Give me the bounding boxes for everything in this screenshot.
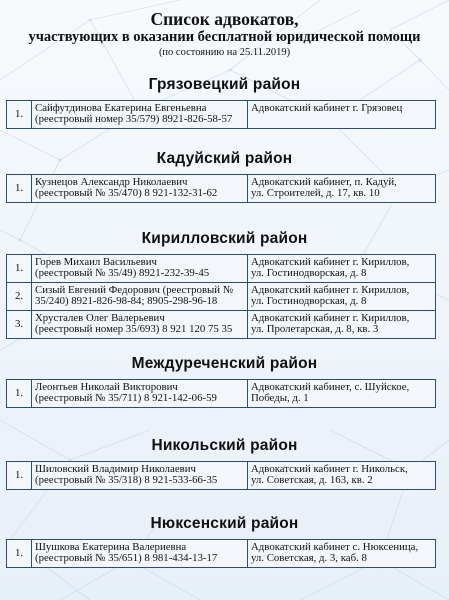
lawyer-name: Леонтьев Николай Викторович [35,381,178,393]
row-number: 1. [7,380,32,408]
lawyer-registry-phone: (реестровый номер 35/693) 8 921 120 75 35 [35,323,233,335]
lawyer-name: Сайфутдинова Екатерина Евгеньевна [35,102,207,114]
office-name: Адвокатский кабинет г. Кириллов, [251,284,410,296]
table-row [7,311,436,339]
office-address: ул. Гостинодворская, д. 8 [251,267,367,279]
lawyer-registry-phone: (реестровый № 35/318) 8 921-533-66-35 [35,474,218,486]
lawyers-table [6,254,436,339]
district-heading: Нюксенский район [150,515,299,532]
lawyer-registry-phone: (реестровый № 35/470) 8 921-132-31-62 [35,187,218,199]
row-number: 1. [7,540,32,568]
date-note: (по состоянию на 25.11.2019) [158,47,291,58]
lawyers-table [6,461,436,490]
office-cell [248,311,436,339]
lawyers-table [6,379,436,408]
office-address: ул. Советская, д. 163, кв. 2 [251,474,373,486]
office-cell [248,540,436,568]
lawyer-name: Шиловский Владимир Николаевич [35,463,196,475]
table-row [7,540,436,568]
lawyer-cell [32,255,248,283]
office-cell [248,462,436,490]
office-address: ул. Советская, д. 3, каб. 8 [251,552,367,564]
lawyers-table [6,539,436,568]
row-number: 1. [7,462,32,490]
office-name: Адвокатский кабинет, п. Кадуй, [251,176,397,188]
office-name: Адвокатский кабинет г. Кириллов, [251,312,410,324]
lawyer-cell [32,175,248,203]
document-subtitle: участвующих в оказании бесплатной юридической помощи [28,29,421,45]
district-heading: Междуреченский район [131,355,318,372]
lawyer-cell [32,311,248,339]
lawyers-table [6,174,436,203]
lawyer-name: Горев Михаил Васильевич [35,256,157,268]
office-cell [248,255,436,283]
table-row [7,255,436,283]
row-number: 2. [7,283,32,311]
office-name: Адвокатский кабинет г. Кириллов, [251,256,410,268]
row-number: 1. [7,101,32,129]
lawyers-table [6,100,436,129]
row-number: 3. [7,311,32,339]
table-row [7,462,436,490]
district-heading: Кирилловский район [141,230,308,247]
row-number: 1. [7,175,32,203]
lawyer-cell [32,380,248,408]
district-heading: Грязовецкий район [148,76,301,93]
table-row [7,283,436,311]
lawyer-registry-phone: (реестровый номер 35/579) 8921-826-58-57 [35,113,233,125]
office-cell [248,101,436,129]
lawyer-name: Кузнецов Александр Николаевич [35,176,188,188]
office-name: Адвокатский кабинет, с. Шуйское, [251,381,410,393]
district-heading: Никольский район [151,437,298,454]
office-address: Победы, д. 1 [251,392,309,404]
lawyer-cell [32,462,248,490]
table-row [7,380,436,408]
table-row [7,101,436,129]
row-number: 1. [7,255,32,283]
office-address: ул. Строителей, д. 17, кв. 10 [251,187,380,199]
lawyer-name: Сизый Евгений Федорович (реестровый № [35,284,234,296]
table-row [7,175,436,203]
lawyer-name: Хрусталев Олег Валерьевич [35,312,165,324]
lawyer-registry-phone: 35/240) 8921-826-98-84; 8905-298-96-18 [35,295,218,307]
office-address: ул. Пролетарская, д. 8, кв. 3 [251,323,379,335]
document-title: Список адвокатов, [150,9,299,29]
district-heading: Кадуйский район [156,150,293,167]
office-cell [248,175,436,203]
lawyer-registry-phone: (реестровый № 35/711) 8 921-142-06-59 [35,392,217,404]
lawyer-registry-phone: (реестровый № 35/651) 8 981-434-13-17 [35,552,218,564]
office-cell [248,283,436,311]
office-name: Адвокатский кабинет с. Нюксеница, [251,541,419,553]
office-address: ул. Гостинодворская, д. 8 [251,295,367,307]
office-name: Адвокатский кабинет г. Никольск, [251,463,408,475]
lawyer-registry-phone: (реестровый № 35/49) 8921-232-39-45 [35,267,210,279]
lawyer-cell [32,540,248,568]
lawyer-cell [32,283,248,311]
office-name: Адвокатский кабинет г. Грязовец [251,102,403,114]
lawyer-name: Шушкова Екатерина Валериевна [35,541,187,553]
office-cell [248,380,436,408]
lawyer-cell [32,101,248,129]
